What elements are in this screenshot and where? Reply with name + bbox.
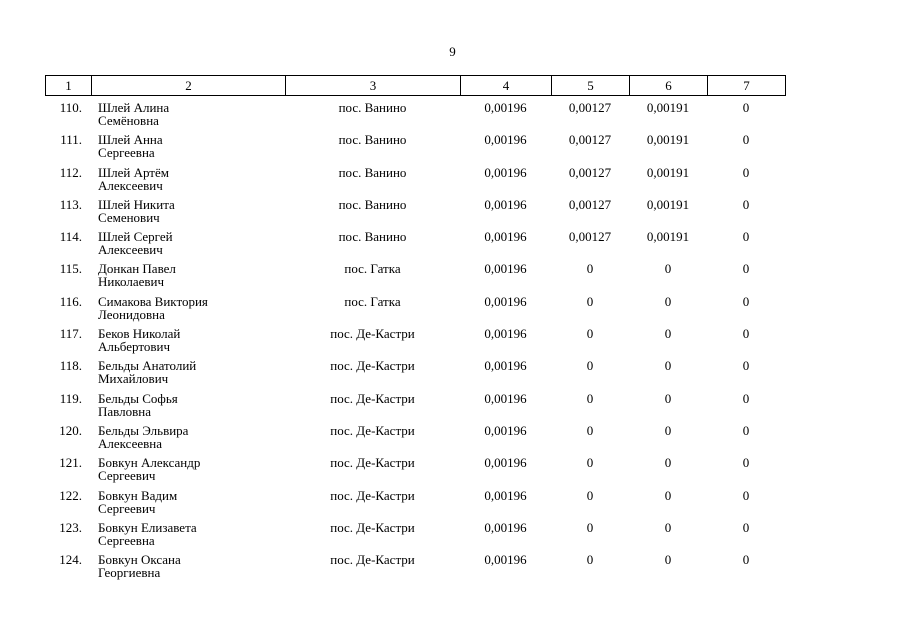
value-col-4: 0,00196 bbox=[484, 132, 527, 148]
person-name bbox=[98, 392, 288, 418]
table-row bbox=[45, 101, 785, 133]
value-col-6: 0 bbox=[664, 293, 672, 309]
value-col-4: 0,00196 bbox=[484, 390, 527, 406]
locality: пос. Де-Кастри bbox=[330, 422, 415, 438]
value-col-7: 0 bbox=[742, 552, 750, 568]
value-col-4: 0,00196 bbox=[484, 196, 527, 212]
row-number: 113. bbox=[59, 196, 82, 212]
value-col-4: 0,00196 bbox=[484, 229, 527, 245]
value-col-6: 0 bbox=[664, 552, 672, 568]
value-col-4: 0,00196 bbox=[484, 422, 527, 438]
locality: пос. Ванино bbox=[338, 164, 407, 180]
name-line-2: Сергеевна bbox=[98, 532, 155, 548]
value-col-4: 0,00196 bbox=[484, 100, 527, 115]
locality: пос. Де-Кастри bbox=[330, 552, 415, 568]
value-col-7: 0 bbox=[742, 293, 750, 309]
name-line-2: Семенович bbox=[98, 209, 160, 225]
row-number: 116. bbox=[59, 293, 82, 309]
name-line-1: Шлей Сергей bbox=[98, 229, 173, 245]
value-col-7: 0 bbox=[742, 326, 750, 342]
name-line-2: Сергеевич bbox=[98, 468, 156, 484]
locality: пос. Ванино bbox=[338, 229, 407, 245]
name-line-1: Шлей Анна bbox=[98, 132, 163, 148]
name-line-1: Симакова Виктория bbox=[98, 293, 208, 309]
person-name bbox=[98, 359, 288, 385]
row-number: 114. bbox=[59, 229, 82, 245]
value-col-5: 0,00127 bbox=[568, 164, 612, 180]
row-number: 117. bbox=[59, 326, 82, 342]
name-line-2: Леонидовна bbox=[98, 306, 165, 322]
value-col-7: 0 bbox=[742, 196, 750, 212]
value-col-6: 0 bbox=[664, 455, 672, 471]
value-col-4: 0,00196 bbox=[484, 552, 527, 568]
person-name bbox=[98, 553, 288, 579]
value-col-4: 0,00196 bbox=[484, 358, 527, 374]
row-number: 118. bbox=[59, 358, 82, 374]
value-col-4: 0,00196 bbox=[484, 164, 527, 180]
table-row bbox=[45, 392, 785, 424]
name-line-1: Шлей Артём bbox=[98, 164, 169, 180]
name-line-2: Алексеевна bbox=[98, 435, 162, 451]
table-row bbox=[45, 424, 785, 456]
row-number: 122. bbox=[59, 487, 82, 503]
value-col-5: 0 bbox=[586, 455, 594, 471]
column-header-table bbox=[45, 75, 786, 96]
value-col-5: 0 bbox=[586, 552, 594, 568]
person-name bbox=[98, 198, 288, 224]
row-number: 124. bbox=[59, 552, 82, 568]
value-col-6: 0 bbox=[664, 422, 672, 438]
row-number: 112. bbox=[59, 164, 82, 180]
name-line-1: Беков Николай bbox=[98, 326, 181, 342]
value-col-6: 0 bbox=[664, 487, 672, 503]
table-row bbox=[45, 198, 785, 230]
value-col-6: 0 bbox=[664, 390, 672, 406]
name-line-2: Георгиевна bbox=[98, 565, 161, 581]
person-name bbox=[98, 101, 288, 127]
locality: пос. Гатка bbox=[344, 293, 401, 309]
value-col-4: 0,00196 bbox=[484, 293, 527, 309]
table-row bbox=[45, 456, 785, 488]
name-line-2: Михайлович bbox=[98, 371, 169, 387]
table-row bbox=[45, 327, 785, 359]
locality: пос. Де-Кастри bbox=[330, 358, 415, 374]
value-col-7: 0 bbox=[742, 422, 750, 438]
value-col-4: 0,00196 bbox=[484, 487, 527, 503]
value-col-7: 0 bbox=[742, 487, 750, 503]
table-row bbox=[45, 359, 785, 391]
value-col-5: 0 bbox=[586, 390, 594, 406]
name-line-2: Павловна bbox=[98, 403, 151, 419]
table-row bbox=[45, 262, 785, 294]
name-line-2: Сергеевич bbox=[98, 500, 156, 516]
value-col-4: 0,00196 bbox=[484, 261, 527, 277]
row-number: 115. bbox=[59, 261, 82, 277]
row-number: 123. bbox=[59, 519, 82, 535]
locality: пос. Ванино bbox=[338, 100, 407, 115]
person-name bbox=[98, 166, 288, 192]
value-col-7: 0 bbox=[742, 390, 750, 406]
column-header-row bbox=[46, 76, 786, 96]
column-header-1: 1 bbox=[46, 76, 92, 96]
locality: пос. Гатка bbox=[344, 261, 401, 277]
value-col-7: 0 bbox=[742, 358, 750, 374]
name-line-2: Альбертович bbox=[98, 339, 170, 355]
value-col-7: 0 bbox=[742, 261, 750, 277]
value-col-5: 0 bbox=[586, 261, 594, 277]
value-col-5: 0 bbox=[586, 293, 594, 309]
name-line-1: Шлей Алина bbox=[98, 100, 170, 115]
value-col-7: 0 bbox=[742, 455, 750, 471]
name-line-1: Шлей Никита bbox=[98, 196, 175, 212]
name-line-2: Алексеевич bbox=[98, 242, 163, 258]
name-line-1: Донкан Павел bbox=[98, 261, 176, 277]
name-line-1: Бовкун Оксана bbox=[98, 552, 181, 568]
locality: пос. Ванино bbox=[338, 132, 407, 148]
column-header-4: 4 bbox=[461, 76, 552, 96]
value-col-5: 0 bbox=[586, 422, 594, 438]
table-row bbox=[45, 553, 785, 585]
value-col-6: 0 bbox=[664, 358, 672, 374]
name-line-1: Бовкун Александр bbox=[98, 455, 201, 471]
name-line-2: Алексеевич bbox=[98, 177, 163, 193]
locality: пос. Де-Кастри bbox=[330, 519, 415, 535]
name-line-2: Николаевич bbox=[98, 274, 164, 290]
row-number: 111. bbox=[60, 132, 82, 148]
locality: пос. Ванино bbox=[338, 196, 407, 212]
locality: пос. Де-Кастри bbox=[330, 390, 415, 406]
name-line-1: Бельды Софья bbox=[98, 390, 178, 406]
value-col-5: 0 bbox=[586, 487, 594, 503]
locality: пос. Де-Кастри bbox=[330, 455, 415, 471]
table-row bbox=[45, 521, 785, 553]
person-name bbox=[98, 489, 288, 515]
table-row bbox=[45, 230, 785, 262]
value-col-7: 0 bbox=[742, 132, 750, 148]
page-number: 9 bbox=[449, 44, 456, 59]
value-col-6: 0 bbox=[664, 261, 672, 277]
row-number: 121. bbox=[59, 455, 82, 471]
value-col-6: 0 bbox=[664, 326, 672, 342]
person-name bbox=[98, 456, 288, 482]
value-col-7: 0 bbox=[742, 229, 750, 245]
value-col-5: 0 bbox=[586, 358, 594, 374]
value-col-5: 0 bbox=[586, 519, 594, 535]
value-col-6: 0,00191 bbox=[646, 229, 690, 245]
name-line-2: Сергеевна bbox=[98, 145, 155, 161]
table-body bbox=[45, 101, 785, 585]
column-header-5: 5 bbox=[552, 76, 630, 96]
value-col-5: 0,00127 bbox=[568, 132, 612, 148]
person-name bbox=[98, 424, 288, 450]
person-name bbox=[98, 133, 288, 159]
value-col-4: 0,00196 bbox=[484, 455, 527, 471]
row-number: 110. bbox=[59, 100, 82, 115]
value-col-6: 0,00191 bbox=[646, 164, 690, 180]
value-col-7: 0 bbox=[742, 164, 750, 180]
value-col-6: 0 bbox=[664, 519, 672, 535]
name-line-1: Бовкун Вадим bbox=[98, 487, 178, 503]
column-header-3: 3 bbox=[286, 76, 461, 96]
value-col-6: 0,00191 bbox=[646, 100, 690, 115]
table-row bbox=[45, 133, 785, 165]
table-row bbox=[45, 166, 785, 198]
person-name bbox=[98, 262, 288, 288]
value-col-7: 0 bbox=[742, 100, 750, 115]
name-line-2: Семёновна bbox=[98, 113, 159, 128]
row-number: 120. bbox=[59, 422, 82, 438]
value-col-5: 0,00127 bbox=[568, 100, 612, 115]
person-name bbox=[98, 230, 288, 256]
person-name bbox=[98, 295, 288, 321]
column-header-7: 7 bbox=[708, 76, 786, 96]
value-col-7: 0 bbox=[742, 519, 750, 535]
value-col-5: 0 bbox=[586, 326, 594, 342]
column-header-6: 6 bbox=[630, 76, 708, 96]
table-row bbox=[45, 489, 785, 521]
value-col-5: 0,00127 bbox=[568, 229, 612, 245]
value-col-4: 0,00196 bbox=[484, 326, 527, 342]
value-col-6: 0,00191 bbox=[646, 196, 690, 212]
table-row bbox=[45, 295, 785, 327]
column-header-2: 2 bbox=[92, 76, 286, 96]
name-line-1: Бельды Анатолий bbox=[98, 358, 197, 374]
person-name bbox=[98, 327, 288, 353]
value-col-6: 0,00191 bbox=[646, 132, 690, 148]
locality: пос. Де-Кастри bbox=[330, 487, 415, 503]
value-col-4: 0,00196 bbox=[484, 519, 527, 535]
value-col-5: 0,00127 bbox=[568, 196, 612, 212]
name-line-1: Бельды Эльвира bbox=[98, 422, 189, 438]
name-line-1: Бовкун Елизавета bbox=[98, 519, 197, 535]
locality: пос. Де-Кастри bbox=[330, 326, 415, 342]
person-name bbox=[98, 521, 288, 547]
row-number: 119. bbox=[59, 390, 82, 406]
